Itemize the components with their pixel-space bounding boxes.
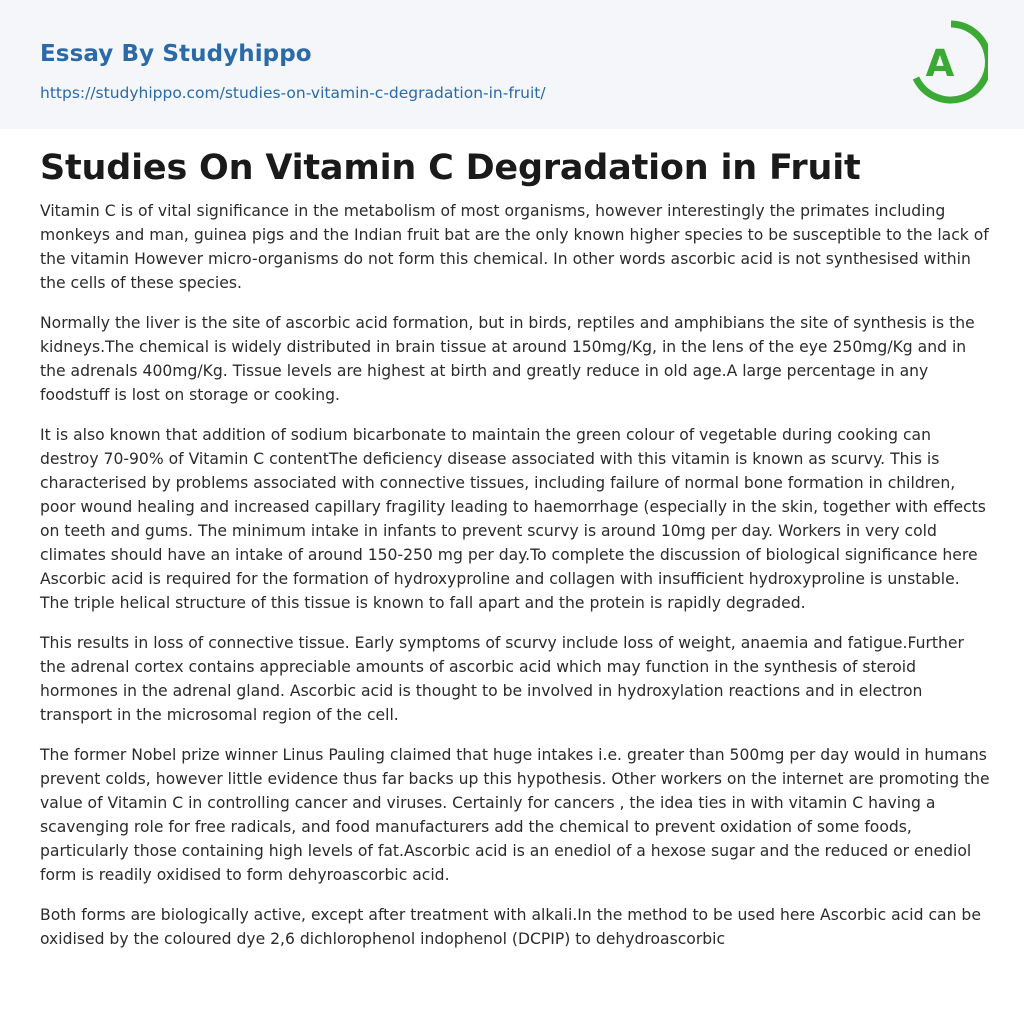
- site-header: [0, 0, 1024, 129]
- paragraph-3: It is also known that addition of sodium bicarbonate to maintain the green colour of vegetable during cooking can destroy 70-90% of Vitamin C contentThe deficiency disease associated with this vitamin is known as scurvy. This is characterised by problems associated with connective tissues, including failure of normal bone formation in children, poor wound healing and increased capillary fragility leading to haemorrhage (especially in the skin, together with effects on teeth and gums. The minimum intake in infants to prevent scurvy is around 10mg per day. Workers in very cold climates should have an intake of around 150-250 mg per day.To complete the discussion of biological significance here Ascorbic acid is required for the formation of hydroxyproline and collagen with insufficient hydroxyproline is unstable. The triple helical structure of this tissue is known to fall apart and the protein is rapidly degraded.: [40, 426, 986, 612]
- article: [40, 143, 990, 967]
- paragraph-5: The former Nobel prize winner Linus Pauling claimed that huge intakes i.e. greater than 500mg per day would in humans prevent colds, however little evidence thus far backs up this hypothesis. Other workers on the internet are promoting the value of Vitamin C in controlling cancer and viruses. Certainly for cancers , the idea ties in with vitamin C having a scavenging role for free radicals, and food manufacturers add the chemical to prevent oxidation of some foods, particularly those containing high levels of fat.Ascorbic acid is an enediol of a hexose sugar and the reduced or enediol form is readily oxidised to form dehyroascorbic acid.: [40, 746, 990, 884]
- paragraph-1: Vitamin C is of vital significance in the metabolism of most organisms, however interestingly the primates including monkeys and man, guinea pigs and the Indian fruit bat are the only known higher species to be susceptible to the lack of the vitamin However micro-organisms do not form this chemical. In other words ascorbic acid is not synthesised within the cells of these species.: [40, 202, 989, 292]
- site-brand[interactable]: Essay By Studyhippo: [40, 41, 312, 67]
- logo-letter: A: [925, 42, 955, 85]
- logo-icon: [910, 18, 988, 106]
- article-title: Studies On Vitamin C Degradation in Fruit: [40, 148, 861, 188]
- essay-url-link[interactable]: https://studyhippo.com/studies-on-vitamin-c-degradation-in-fruit/: [40, 84, 546, 102]
- paragraph-2: Normally the liver is the site of ascorbic acid formation, but in birds, reptiles and amphibians the site of synthesis is the kidneys.The chemical is widely distributed in brain tissue at around 150mg/Kg, in the lens of the eye 250mg/Kg and in the adrenals 400mg/Kg. Tissue levels are highest at birth and greatly reduce in old age.A large percentage in any foodstuff is lost on storage or cooking.: [40, 314, 975, 404]
- studyhippo-logo[interactable]: [910, 18, 988, 106]
- paragraph-4: This results in loss of connective tissue. Early symptoms of scurvy include loss of weight, anaemia and fatigue.Further the adrenal cortex contains appreciable amounts of ascorbic acid which may function in the synthesis of steroid hormones in the adrenal gland. Ascorbic acid is thought to be involved in hydroxylation reactions and in electron transport in the microsomal region of the cell.: [40, 634, 964, 724]
- paragraph-6: Both forms are biologically active, except after treatment with alkali.In the method to be used here Ascorbic acid can be oxidised by the coloured dye 2,6 dichlorophenol indophenol (DCPIP) to dehydroascorbic: [40, 906, 981, 948]
